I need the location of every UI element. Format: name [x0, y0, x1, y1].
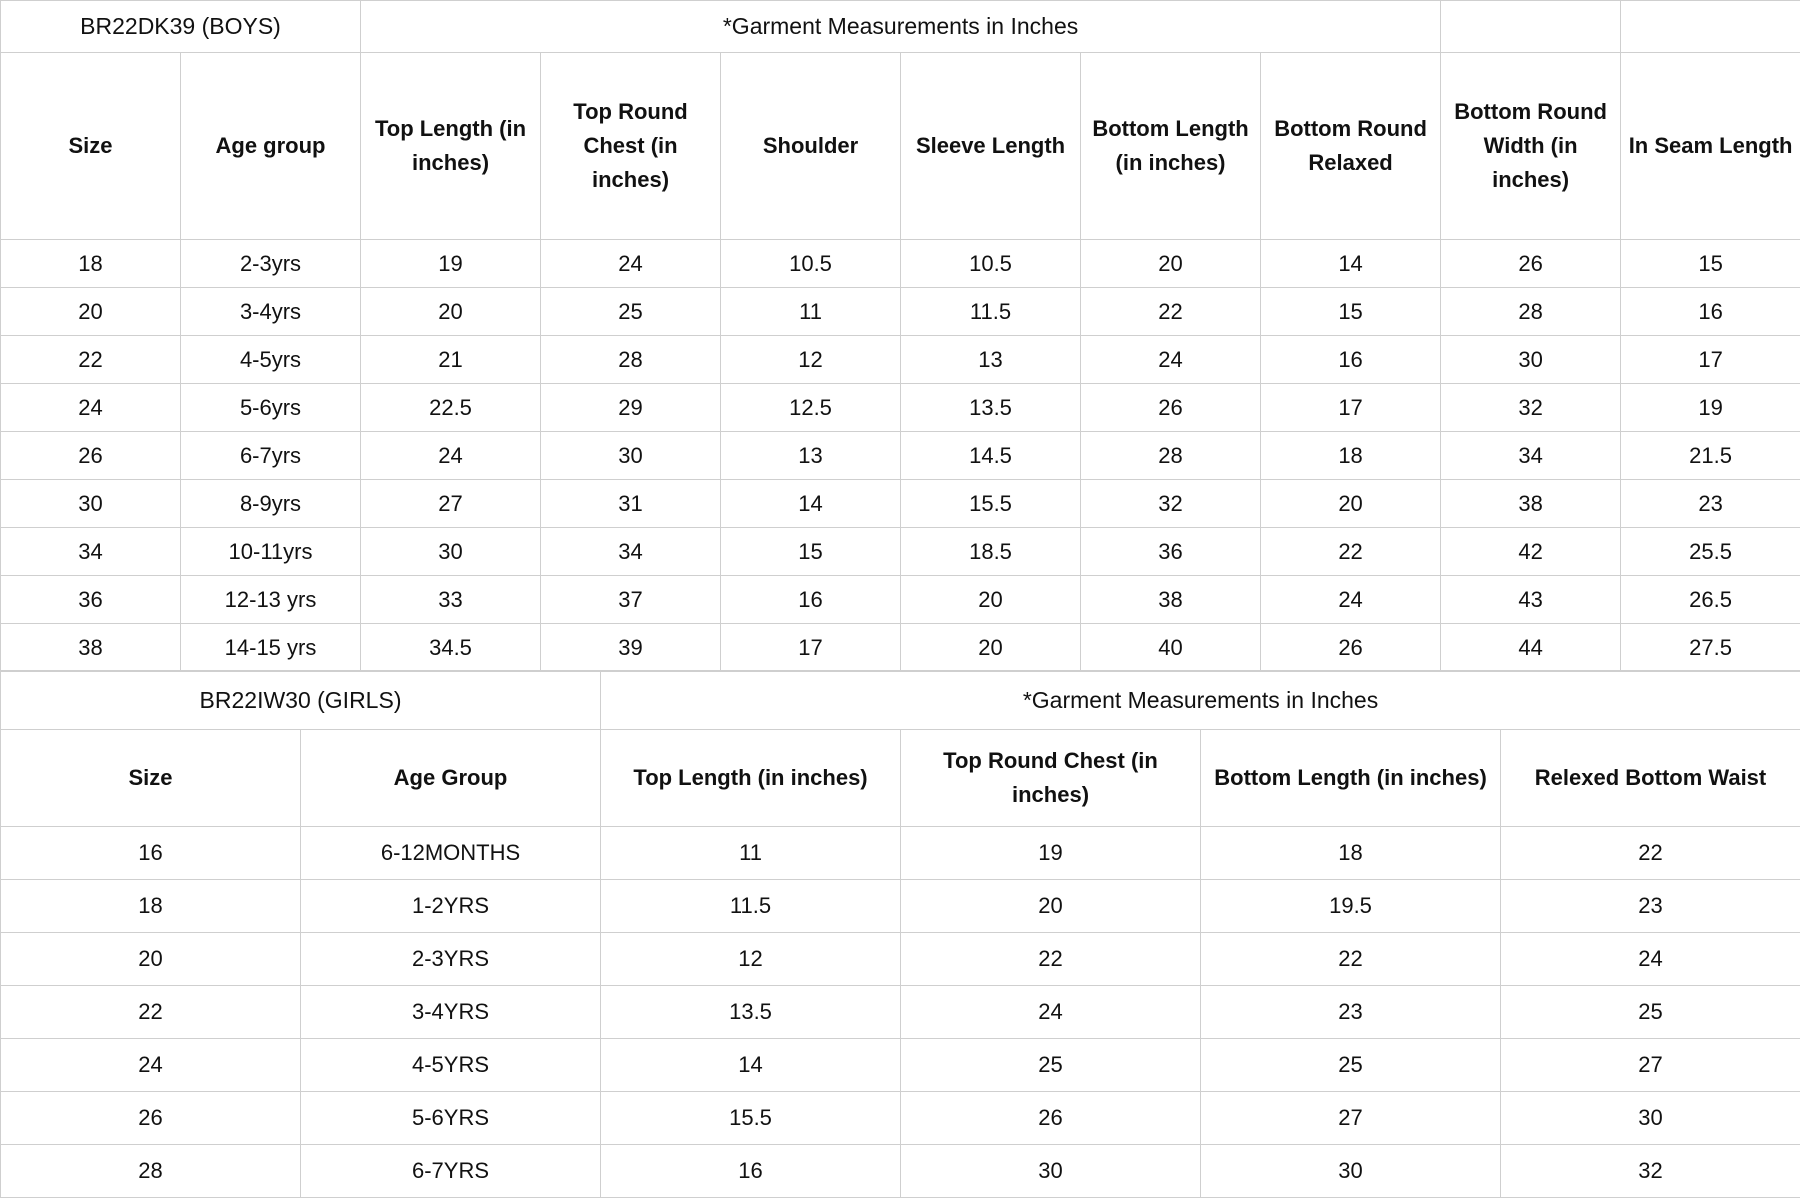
table-cell: 6-7yrs — [181, 432, 361, 480]
boys-column-header: Size — [1, 53, 181, 240]
table-cell: 22 — [1201, 933, 1501, 986]
boys-column-header: In Seam Length — [1621, 53, 1800, 240]
table-cell: 32 — [1081, 480, 1261, 528]
table-cell: 26.5 — [1621, 576, 1800, 624]
table-cell: 32 — [1501, 1145, 1800, 1198]
table-cell: 26 — [1441, 240, 1621, 288]
table-cell: 22 — [1, 336, 181, 384]
table-cell: 15.5 — [601, 1092, 901, 1145]
table-cell: 2-3YRS — [301, 933, 601, 986]
table-cell: 22.5 — [361, 384, 541, 432]
table-cell: 22 — [1501, 827, 1800, 880]
table-cell: 21.5 — [1621, 432, 1800, 480]
boys-chart-caption: *Garment Measurements in Inches — [361, 1, 1441, 53]
table-row — [1, 480, 1800, 528]
girls-column-header: Bottom Length (in inches) — [1201, 730, 1501, 827]
table-cell: 23 — [1621, 480, 1800, 528]
boys-column-header: Age group — [181, 53, 361, 240]
table-cell: 28 — [541, 336, 721, 384]
table-cell: 37 — [541, 576, 721, 624]
table-cell: 17 — [721, 624, 901, 672]
table-cell: 25.5 — [1621, 528, 1800, 576]
table-row — [1, 1145, 1800, 1198]
table-cell: 38 — [1, 624, 181, 672]
table-row — [1, 1092, 1800, 1145]
table-cell: 12.5 — [721, 384, 901, 432]
table-cell: 34.5 — [361, 624, 541, 672]
table-cell: 25 — [901, 1039, 1201, 1092]
table-row — [1, 384, 1800, 432]
table-cell: 11 — [601, 827, 901, 880]
table-cell: 27 — [361, 480, 541, 528]
table-cell: 15.5 — [901, 480, 1081, 528]
girls-size-chart — [0, 670, 1800, 1198]
table-cell: 22 — [901, 933, 1201, 986]
table-cell: 34 — [541, 528, 721, 576]
table-cell: 20 — [1081, 240, 1261, 288]
table-cell: 18 — [1261, 432, 1441, 480]
table-cell: 14-15 yrs — [181, 624, 361, 672]
table-cell: 2-3yrs — [181, 240, 361, 288]
table-cell: 12-13 yrs — [181, 576, 361, 624]
table-cell: 20 — [1, 288, 181, 336]
boys-column-header: Bottom Length (in inches) — [1081, 53, 1261, 240]
table-cell: 16 — [1621, 288, 1800, 336]
table-cell: 26 — [1081, 384, 1261, 432]
table-cell: 30 — [1, 480, 181, 528]
empty-cell — [1441, 1, 1621, 53]
table-cell: 24 — [1501, 933, 1800, 986]
table-row — [1, 336, 1800, 384]
table-cell: 25 — [541, 288, 721, 336]
table-row — [1, 624, 1800, 672]
table-cell: 28 — [1441, 288, 1621, 336]
table-cell: 20 — [901, 576, 1081, 624]
girls-chart-caption: *Garment Measurements in Inches — [601, 671, 1800, 730]
table-cell: 30 — [901, 1145, 1201, 1198]
table-cell: 5-6YRS — [301, 1092, 601, 1145]
table-cell: 18 — [1, 880, 301, 933]
table-cell: 13.5 — [601, 986, 901, 1039]
table-cell: 34 — [1, 528, 181, 576]
table-cell: 20 — [1, 933, 301, 986]
table-cell: 26 — [901, 1092, 1201, 1145]
table-cell: 15 — [1261, 288, 1441, 336]
table-cell: 40 — [1081, 624, 1261, 672]
girls-column-header: Size — [1, 730, 301, 827]
empty-cell — [1621, 1, 1800, 53]
boys-column-header: Top Length (in inches) — [361, 53, 541, 240]
girls-header-row — [1, 730, 1800, 827]
table-cell: 11.5 — [901, 288, 1081, 336]
table-row — [1, 880, 1800, 933]
table-cell: 26 — [1261, 624, 1441, 672]
table-cell: 14.5 — [901, 432, 1081, 480]
table-cell: 13.5 — [901, 384, 1081, 432]
table-cell: 30 — [541, 432, 721, 480]
table-row — [1, 528, 1800, 576]
table-cell: 16 — [601, 1145, 901, 1198]
table-cell: 24 — [1081, 336, 1261, 384]
boys-column-header: Bottom Round Width (in inches) — [1441, 53, 1621, 240]
table-cell: 39 — [541, 624, 721, 672]
table-cell: 11 — [721, 288, 901, 336]
table-cell: 38 — [1441, 480, 1621, 528]
table-cell: 36 — [1, 576, 181, 624]
table-row — [1, 986, 1800, 1039]
table-cell: 26 — [1, 1092, 301, 1145]
girls-chart-code: BR22IW30 (GIRLS) — [1, 671, 601, 730]
table-cell: 14 — [601, 1039, 901, 1092]
table-cell: 36 — [1081, 528, 1261, 576]
table-cell: 8-9yrs — [181, 480, 361, 528]
table-cell: 19 — [1621, 384, 1800, 432]
table-cell: 28 — [1081, 432, 1261, 480]
table-row — [1, 827, 1800, 880]
girls-column-header: Top Round Chest (in inches) — [901, 730, 1201, 827]
girls-column-header: Relexed Bottom Waist — [1501, 730, 1800, 827]
table-cell: 21 — [361, 336, 541, 384]
table-cell: 30 — [1501, 1092, 1800, 1145]
table-cell: 10-11yrs — [181, 528, 361, 576]
table-row — [1, 933, 1800, 986]
table-cell: 16 — [1, 827, 301, 880]
table-cell: 20 — [361, 288, 541, 336]
table-cell: 38 — [1081, 576, 1261, 624]
table-cell: 43 — [1441, 576, 1621, 624]
table-cell: 1-2YRS — [301, 880, 601, 933]
table-cell: 10.5 — [721, 240, 901, 288]
table-cell: 42 — [1441, 528, 1621, 576]
table-cell: 30 — [1201, 1145, 1501, 1198]
boys-column-header: Sleeve Length — [901, 53, 1081, 240]
table-cell: 23 — [1501, 880, 1800, 933]
table-cell: 22 — [1, 986, 301, 1039]
table-row — [1, 288, 1800, 336]
table-cell: 14 — [721, 480, 901, 528]
table-cell: 24 — [541, 240, 721, 288]
table-cell: 33 — [361, 576, 541, 624]
table-cell: 19 — [361, 240, 541, 288]
table-cell: 22 — [1081, 288, 1261, 336]
table-cell: 30 — [361, 528, 541, 576]
girls-column-header: Top Length (in inches) — [601, 730, 901, 827]
table-cell: 3-4yrs — [181, 288, 361, 336]
table-cell: 20 — [1261, 480, 1441, 528]
table-cell: 27 — [1201, 1092, 1501, 1145]
table-cell: 34 — [1441, 432, 1621, 480]
boys-column-header: Shoulder — [721, 53, 901, 240]
table-cell: 18.5 — [901, 528, 1081, 576]
table-row — [1, 240, 1800, 288]
table-row — [1, 1039, 1800, 1092]
table-cell: 17 — [1261, 384, 1441, 432]
boys-chart-code: BR22DK39 (BOYS) — [1, 1, 361, 53]
table-cell: 15 — [1621, 240, 1800, 288]
table-cell: 29 — [541, 384, 721, 432]
table-cell: 27.5 — [1621, 624, 1800, 672]
table-cell: 24 — [1261, 576, 1441, 624]
boys-column-header: Bottom Round Relaxed — [1261, 53, 1441, 240]
table-cell: 13 — [901, 336, 1081, 384]
table-cell: 18 — [1, 240, 181, 288]
table-cell: 24 — [361, 432, 541, 480]
table-cell: 10.5 — [901, 240, 1081, 288]
table-cell: 44 — [1441, 624, 1621, 672]
table-cell: 12 — [721, 336, 901, 384]
table-cell: 5-6yrs — [181, 384, 361, 432]
table-cell: 32 — [1441, 384, 1621, 432]
table-cell: 4-5yrs — [181, 336, 361, 384]
boys-column-header: Top Round Chest (in inches) — [541, 53, 721, 240]
table-cell: 12 — [601, 933, 901, 986]
girls-column-header: Age Group — [301, 730, 601, 827]
table-cell: 30 — [1441, 336, 1621, 384]
table-cell: 31 — [541, 480, 721, 528]
table-row — [1, 576, 1800, 624]
table-cell: 19 — [901, 827, 1201, 880]
table-cell: 17 — [1621, 336, 1800, 384]
table-cell: 16 — [1261, 336, 1441, 384]
table-cell: 16 — [721, 576, 901, 624]
table-cell: 14 — [1261, 240, 1441, 288]
table-cell: 13 — [721, 432, 901, 480]
table-cell: 27 — [1501, 1039, 1800, 1092]
table-cell: 20 — [901, 880, 1201, 933]
boys-header-row — [1, 53, 1800, 240]
table-cell: 6-12MONTHS — [301, 827, 601, 880]
table-cell: 3-4YRS — [301, 986, 601, 1039]
table-cell: 19.5 — [1201, 880, 1501, 933]
table-cell: 6-7YRS — [301, 1145, 601, 1198]
table-cell: 18 — [1201, 827, 1501, 880]
table-cell: 24 — [901, 986, 1201, 1039]
table-cell: 23 — [1201, 986, 1501, 1039]
table-cell: 22 — [1261, 528, 1441, 576]
table-cell: 26 — [1, 432, 181, 480]
table-cell: 4-5YRS — [301, 1039, 601, 1092]
table-cell: 25 — [1501, 986, 1800, 1039]
table-cell: 25 — [1201, 1039, 1501, 1092]
table-cell: 20 — [901, 624, 1081, 672]
table-cell: 24 — [1, 1039, 301, 1092]
table-row — [1, 432, 1800, 480]
table-cell: 24 — [1, 384, 181, 432]
table-cell: 15 — [721, 528, 901, 576]
table-cell: 28 — [1, 1145, 301, 1198]
table-cell: 11.5 — [601, 880, 901, 933]
